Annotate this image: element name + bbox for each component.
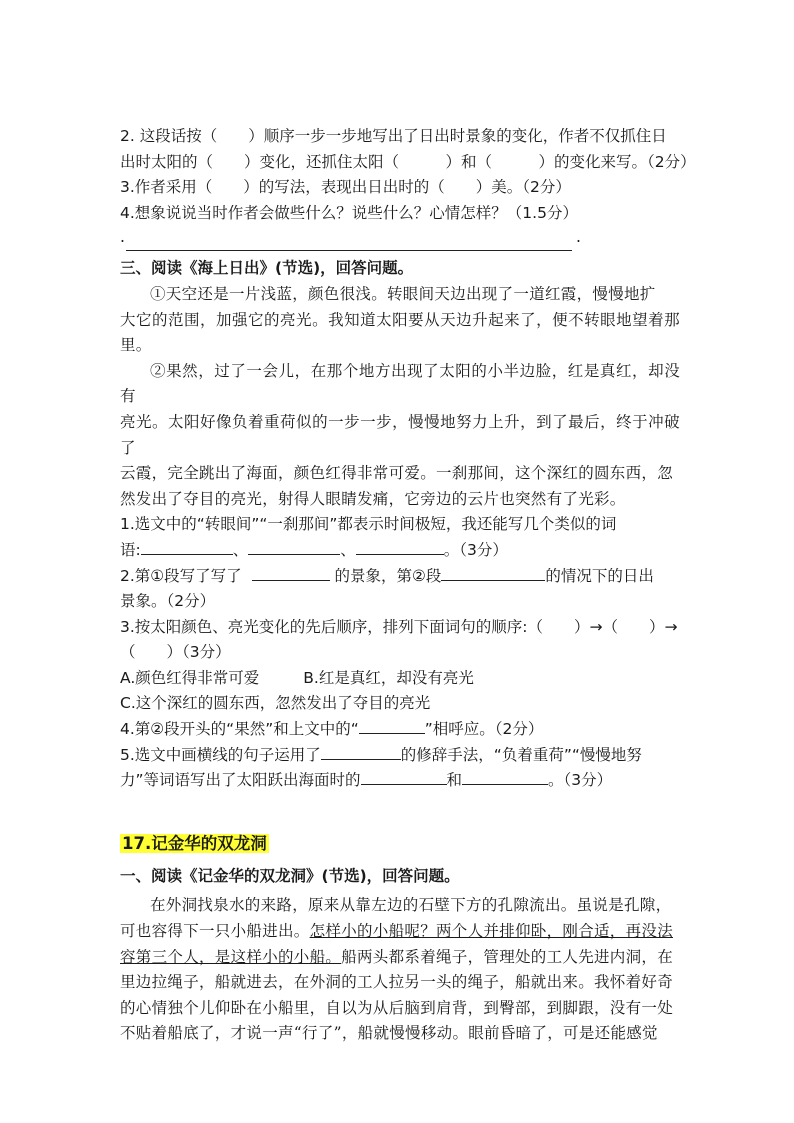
q5-blank-3[interactable] — [462, 768, 548, 785]
lesson-passage-line-6: 不贴着船底了，才说一声“行了”，船就慢慢移动。眼前昏暗了，可是还能感觉 — [120, 1024, 658, 1043]
s3-question-3-line-1: 3.按太阳颜色、亮光变化的先后顺序，排列下面词句的顺序:（ ）→（ ）→ — [120, 617, 678, 636]
q2-prefix: 2.第①段写了写了 — [120, 566, 242, 585]
option-b: B.红是真红，却没有亮光 — [303, 668, 474, 687]
question-4-answer-line[interactable] — [120, 226, 680, 254]
lesson-title-highlight: 17.记金华的双龙洞 — [122, 833, 267, 853]
answer-line-dot-start: . — [120, 228, 125, 247]
q4-prefix: 4.第②段开头的“果然”和上文中的“ — [120, 720, 359, 739]
q2-suffix: 的情况下的日出 — [545, 566, 654, 585]
q4-suffix: ”相呼应。（2分） — [424, 720, 544, 739]
q5-blank-2[interactable] — [361, 768, 447, 785]
passage-l3-rest: 船两头都系着绳子，管理处的工人先进内洞，在 — [341, 947, 674, 966]
q5-prefix: 5.选文中画横线的句子运用了 — [120, 745, 321, 764]
options-row-ab — [120, 666, 680, 692]
option-c: C.这个深红的圆东西，忽然发出了夺目的亮光 — [120, 694, 431, 713]
s3-question-2-line-1 — [120, 564, 680, 590]
s3-question-4 — [120, 717, 680, 743]
question-3: 3.作者采用（ ）的写法，表现出日出时的（ ）美。（2分） — [120, 178, 571, 197]
lesson-17-heading: 一、阅读《记金华的双龙洞》(节选)，回答问题。 — [120, 866, 460, 885]
s3-question-1-line-2 — [120, 538, 680, 564]
passage-l2-text: 可也容得下一只小船进出。 — [120, 922, 310, 941]
passage-p2-line-1: ②果然，过了一会儿，在那个地方出现了太阳的小半边脸，红是真红，却没有 — [120, 361, 680, 406]
underlined-sentence-part-1: 怎样小的小船呢？两个人并排仰卧，刚合适，再没法 — [309, 922, 674, 941]
q5-line2-mid: 和 — [446, 771, 463, 790]
q5-line2-prefix: 力”等词语写出了太阳跃出海面时的 — [120, 771, 361, 790]
lesson-passage-line-4: 里边拉绳子，船就进去，在外洞的工人拉另一头的绳子，船就出来。我怀着好奇 — [120, 973, 674, 992]
q1-blank-1[interactable] — [141, 538, 233, 555]
section-3-heading: 三、阅读《海上日出》(节选)，回答问题。 — [120, 259, 414, 278]
option-a: A.颜色红得非常可爱 — [120, 668, 260, 687]
q5-suffix: 的修辞手法，“负着重荷”“慢慢地努 — [400, 745, 642, 764]
worksheet-page — [120, 124, 696, 1047]
q1-separator-2: 、 — [340, 540, 356, 559]
s3-question-5-line-2 — [120, 768, 680, 794]
lesson-passage-line-1: 在外洞找泉水的来路，原来从靠左边的石壁下方的孔隙流出。虽说是孔隙， — [150, 896, 672, 915]
s3-question-1-line-1: 1.选文中的“转眼间”“一刹那间”都表示时间极短，我还能写几个类似的词 — [120, 515, 617, 534]
passage-p2-line-4: 然发出了夺目的亮光，射得人眼睛发痛，它旁边的云片也突然有了光彩。 — [120, 489, 626, 508]
q1-suffix: 。（3分） — [443, 540, 508, 559]
question-2-line-1: 2. 这段话按（ ）顺序一步一步地写出了日出时景象的变化，作者不仅抓住日 — [120, 127, 667, 145]
passage-paragraph-1 — [120, 282, 680, 308]
s3-question-3-line-2: （ ）（3分） — [120, 643, 231, 662]
q2-mid: 的景象，第②段 — [334, 566, 442, 585]
lesson-passage-line-5: 的心情独个儿仰卧在小船里，自以为从后脑到肩背，到臀部，到脚跟，没有一处 — [120, 998, 674, 1017]
q5-blank-1[interactable] — [321, 743, 401, 760]
q1-blank-2[interactable] — [248, 538, 340, 555]
q1-blank-3[interactable] — [356, 538, 444, 555]
q4-blank[interactable] — [359, 717, 425, 734]
answer-line-dot-end: . — [576, 228, 581, 247]
passage-p2-line-3: 云霞，完全跳出了海面，颜色红得非常可爱。一刹那间，这个深红的圆东西，忽 — [120, 464, 674, 483]
q5-line2-suffix: 。（3分） — [548, 771, 613, 790]
question-2-line-2: 出时太阳的（ ）变化，还抓住太阳（ ）和（ ）的变化来写。（2分） — [120, 152, 696, 171]
s3-question-5-line-1 — [120, 743, 680, 769]
lesson-passage-line-2 — [120, 919, 680, 945]
question-4: 4.想象说说当时作者会做些什么？说些什么？心情怎样？（1.5分） — [120, 203, 578, 222]
passage-p1-line-2: 大它的范围，加强它的亮光。我知道太阳要从天边升起来了，便不转眼地望着那里。 — [120, 310, 680, 355]
q2-blank-1[interactable] — [252, 564, 330, 581]
underlined-sentence-part-2: 容第三个人，是这样小的小船。 — [120, 947, 342, 966]
s3-question-2-line-2: 景象。（2分） — [120, 592, 216, 611]
answer-underline — [126, 250, 572, 251]
passage-p1-line-1: ①天空还是一片浅蓝，颜色很浅。转眼间天边出现了一道红霞，慢慢地扩 — [150, 284, 656, 303]
q1-prefix: 语: — [120, 540, 141, 559]
passage-p2-line-2: 亮光。太阳好像负着重荷似的一步一步，慢慢地努力上升，到了最后，终于冲破了 — [120, 412, 680, 457]
lesson-17-title — [120, 830, 680, 858]
section-gap — [120, 794, 680, 830]
q1-separator-1: 、 — [232, 540, 249, 559]
lesson-passage-line-3 — [120, 945, 680, 971]
q2-blank-2[interactable] — [441, 564, 545, 581]
